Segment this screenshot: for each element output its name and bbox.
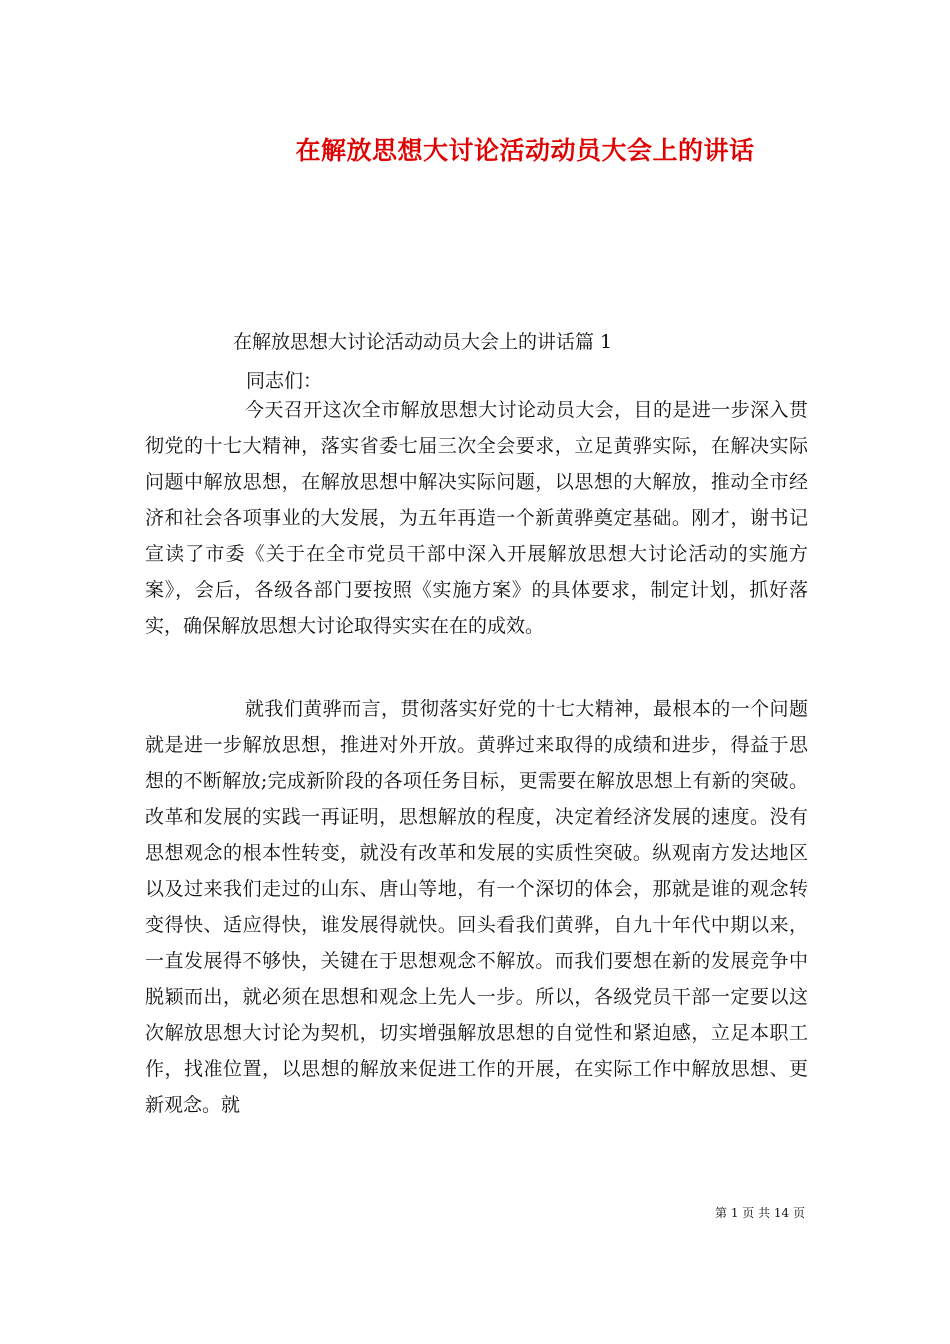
body-paragraph: 今天召开这次全市解放思想大讨论动员大会，目的是进一步深入贯彻党的十七大精神，落实省委七届三次全会要求，立足黄骅实际，在解决实际问题中解放思想，在解放思想中解决实际问题，以思想的大解放，推动全市经济和社会各项事业的大发展，为五年再造一个新黄骅奠定基础。刚才，谢书记宣读了市委《关于在全市党员干部中深入开展解放思想大讨论活动的实施方案》，会后，各级各部门要按照《实施方案》的具体要求，制定计划，抓好落实，确保解放思想大讨论取得实实在在的成效。 — [145, 399, 808, 637]
section-heading: 在解放思想大讨论活动动员大会上的讲话篇 1 — [233, 331, 613, 353]
page-number-footer: 第 1 页 共 14 页 — [715, 1206, 805, 1220]
document-title: 在解放思想大讨论活动动员大会上的讲话 — [295, 136, 755, 165]
salutation: 同志们： — [246, 370, 323, 392]
body-paragraph: 就我们黄骅而言，贯彻落实好党的十七大精神，最根本的一个问题就是进一步解放思想，推进对外开放。黄骅过来取得的成绩和进步，得益于思想的不断解放;完成新阶段的各项任务目标，更需要在解放思想上有新的突破。改革和发展的实践一再证明，思想解放的程度，决定着经济发展的速度。没有思想观念的根本性转变，就没有改革和发展的实质性突破。纵观南方发达地区以及过来我们走过的山东、唐山等地，有一个深切的体会，那就是谁的观念转变得快、适应得快，谁发展得就快。回头看我们黄骅，自九十年代中期以来，一直发展得不够快，关键在于思想观念不解放。而我们要想在新的发展竞争中脱颖而出，就必须在思想和观念上先人一步。所以，各级党员干部一定要以这次解放思想大讨论为契机，切实增强解放思想的自觉性和紧迫感，立足本职工作，找准位置，以思想的解放来促进工作的开展，在实际工作中解放思想、更新观念。就 — [145, 698, 808, 1116]
